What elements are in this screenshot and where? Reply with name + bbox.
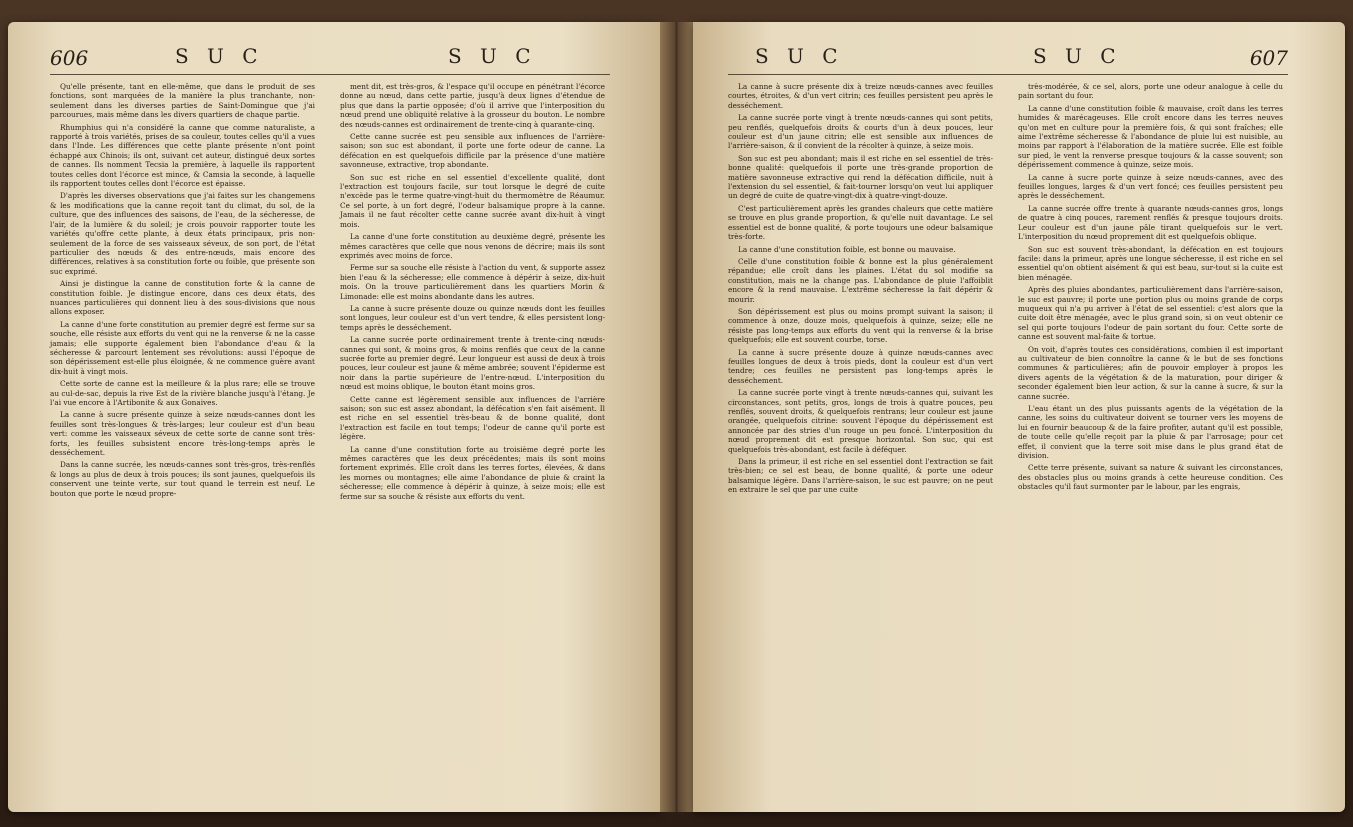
paragraph: D'après les diverses observations que j'ai faites sur les changemens & les modifications que la canne reçoit tant du climat, du sol, de la culture, que des influences des saisons, de l'eau, de la sécheresse, de l'air, de la lumière & du soleil; je crois pouvoir rapporter toute les variétés qu'offre cette plante, à deux états principaux, pris non-seulement de la force de ses vaisseaux séveux, de son port, de l'état particulier des nœuds & des entre-nœuds, mais encore des différences, relatives à sa constitution forte ou foible, que présente son suc exprimé.: [50, 191, 315, 276]
paragraph: La canne à sucre présente quinze à seize nœuds-cannes dont les feuilles sont très-longues & très-larges; leur couleur est d'un beau vert: comme les vaisseaux séveux de cette sorte de canne sont très-forts, les feuilles subsistent encore très-long-temps après le desséchement.: [50, 410, 315, 458]
header-title-left: S U C: [755, 44, 844, 68]
paragraph: Cette canne sucrée est peu sensible aux influences de l'arrière-saison; son suc est abondant, il porte une forte odeur de canne. La défécation en est quelquefois difficile par la présence d'une matière savonneuse, extractive, trop abondante.: [340, 132, 605, 170]
paragraph: La canne à sucre présente dix à treize nœuds-cannes avec feuilles courtes, étroites, & d'un vert citrin; ces feuilles persistent peu après le desséchement.: [728, 82, 993, 110]
text-column-1: [50, 82, 315, 501]
text-column-1: [728, 82, 993, 498]
paragraph: La canne sucrée porte vingt à trente nœuds-cannes qui sont petits, peu renflés, quelquefois droits & courts d'un à deux pouces, leur couleur est d'un jaune citrin; elle est sensible aux influences de l'arrière-saison, & il convient de la récolter à quinze, à seize mois.: [728, 113, 993, 151]
text-column-2: [1018, 82, 1283, 495]
paragraph: Dans la primeur, il est riche en sel essentiel dont l'extraction se fait très-bien; ce sel est beau, de bonne qualité, & porte une odeur balsamique légère. Dans l'arrière-saison, le suc est pauvre; on ne peut en extraire le sel que par une cuite: [728, 457, 993, 495]
text-column-2: [340, 82, 605, 504]
paragraph: La canne d'une constitution forte au troisième degré porte les mêmes caractères que les deux précédentes; mais ils sont moins fortement exprimés. Elle croît dans les terres fortes, élevées, & dans les mornes ou montagnes; elle aime l'abondance de pluie & craint la sécheresse; elle commence à dépérir à quinze, à seize mois; elle est ferme sur sa souche & résiste aux efforts du vent.: [340, 444, 605, 501]
text-columns: [50, 82, 610, 804]
paragraph: On voit, d'après toutes ces considérations, combien il est important au cultivateur de bien connoître la canne & le but de ses fonctions communes & particulières; afin de pouvoir employer à propos les divers agents de la végétation & de la maturation, pour diriger & seconder également bien leur action, & sur la canne à sucre, & sur la canne sucrée.: [1018, 344, 1283, 401]
paragraph: La canne d'une forte constitution au deuxième degré, présente les mêmes caractères que celle que nous venons de décrire; mais ils sont exprimés avec moins de force.: [340, 232, 605, 260]
paragraph: Cette terre présente, suivant sa nature & suivant les circonstances, des obstacles plus ou moins grands à cette heureuse condition. Ces obstacles qu'il faut surmonter par le labour, par les engrais,: [1018, 463, 1283, 492]
paragraph: Cette sorte de canne est la meilleure & la plus rare; elle se trouve au cul-de-sac, depuis la rive Est de la rivière blanche jusqu'à l'étang. Je l'ai vue encore à l'Artibonite & aux Gonaives.: [50, 379, 315, 407]
paragraph: La canne d'une forte constitution au premier degré est ferme sur sa souche, elle résiste aux efforts du vent qui ne la renverse & ne la casse jamais; elle supporte également bien l'abondance d'eau & la sécheresse & parcourt lentement ses révolutions: aussi l'époque de son dépérissement est-elle plus éloignée, & ne commence guère avant dix-huit à vingt mois.: [50, 319, 315, 376]
header-title-right: S U C: [1033, 44, 1122, 68]
book-gutter: [660, 22, 693, 812]
paragraph: Son suc est riche en sel essentiel d'excellente qualité, dont l'extraction est toujours facile, sur tout lorsque le degré de cuite n'excède pas le terme quatre-vingt-huit du thermomètre de Réaumur. Ce sel porte, à un fort degré, l'odeur balsamique propre à la canne. Jamais il ne faut récolter cette canne sucrée avant dix-huit à vingt mois.: [340, 172, 605, 229]
paragraph: Après des pluies abondantes, particulièrement dans l'arrière-saison, le suc est pauvre; il porte une portion plus ou moins grande de corps muqueux qui n'a pu arriver à l'état de sel essentiel: c'est alors que la cuite doit être ménagée, avec le plus grand soin, si on veut obtenir ce sel qui porte toujours l'odeur de pain sortant du four. Cette sorte de canne est souvent mal-faite & tortue.: [1018, 285, 1283, 342]
header-rule: [50, 74, 610, 75]
paragraph: Son dépérissement est plus ou moins prompt suivant la saison; il commence à onze, douze mois, quelquefois à quinze, seize; elle ne résiste pas long-temps aux efforts du vent qui la renverse & la brise quelquefois; elle est souvent courbe, torse.: [728, 306, 993, 345]
header-title-left: S U C: [175, 44, 264, 68]
page-number: 606: [50, 46, 89, 70]
running-header: [50, 44, 610, 78]
paragraph: ment dit, est très-gros, & l'espace qu'il occupe en pénétrant l'écorce donne au nœud, dans cette partie, jusqu'à deux lignes d'étendue de plus que dans la partie opposée; d'où il arrive que l'interposition du nœud prend une obliquité relative à la grosseur du bouton. Le nombre des nœuds-cannes est ordinairement de trente-cinq à quarante-cinq.: [340, 82, 605, 129]
paragraph: Qu'elle présente, tant en elle-même, que dans le produit de ses fonctions, sont marquées de la manière la plus tranchante, non-seulement dans les diverses parties de Saint-Domingue que j'ai parcourues, mais même dans les divers quartiers de chaque partie.: [50, 82, 315, 120]
paragraph: Son suc est souvent très-abondant, la défécation en est toujours facile: dans la primeur, après une longue sécheresse, il est riche en sel essentiel qu'on obtient aisément & qui est beau, sur-tout si la cuite est bien ménagée.: [1018, 244, 1283, 282]
text-columns: [728, 82, 1288, 804]
paragraph: La canne à sucre présente douze à quinze nœuds-cannes avec feuilles longues de deux à trois pieds, dont la couleur est d'un vert tendre; ces feuilles ne persistent pas long-temps après le desséchement.: [728, 347, 993, 385]
paragraph: La canne à sucre porte quinze à seize nœuds-cannes, avec des feuilles longues, larges & d'un vert foncé; ces feuilles persistent peu après le desséchement.: [1018, 172, 1283, 201]
paragraph: La canne d'une constitution foible, est bonne ou mauvaise.: [738, 244, 956, 254]
paragraph: La canne sucrée porte ordinairement trente à trente-cinq nœuds-cannes qui sont, & moins gros, & moins renflés que ceux de la canne sucrée forte au premier degré. Leur longueur est aussi de deux à trois pouces, leur couleur est jaune & même ambrée; souvent l'épiderme est noir dans la partie supérieure de l'entre-nœud. L'interposition du nœud est moins oblique, le bouton étant moins gros.: [340, 335, 605, 392]
paragraph: L'eau étant un des plus puissants agents de la végétation de la canne, les soins du cultivateur doivent se tourner vers les moyens de lui en fournir beaucoup & de la faire profiter, autant qu'il est possible, de toute celle qu'elle reçoit par la pluie & par l'arrosage; pour cet effet, il convient que la terre soit mise dans le plus grand état de division.: [1018, 404, 1283, 461]
paragraph: La canne d'une constitution foible & mauvaise, croît dans les terres humides & marécageuses. Elle croît encore dans les terres neuves qu'on met en culture pour la première fois, & qui sont fraîches; elle aime l'extrême sécheresse & l'abondance de pluie lui est nuisible, au moins par rapport à l'élaboration de la matière sucrée. Elle est foible sur pied, le vent la renverse presque toujours & la casse souvent; son dépérissement commence à quinze, seize mois.: [1018, 103, 1283, 170]
paragraph: Rhumphius qui n'a considéré la canne que comme naturaliste, a rapporté à trois variétés, prises de sa couleur, toutes celles qu'il a vues dans l'Inde. Les différences que cette plante présente n'ont point échappé aux Chinois; ils ont, suivant cet auteur, distingué deux sortes de cannes. Ils nomment Tecsia la première, à laquelle ils rapportent toutes celles dont l'écorce est mince, & Camsia la seconde, à laquelle ils rapportent toutes celles dont l'écorce est épaisse.: [50, 122, 315, 189]
header-title-right: S U C: [448, 44, 537, 68]
left-page: [50, 44, 610, 804]
paragraph: Cette canne est légèrement sensible aux influences de l'arrière saison; son suc est assez abondant, la défécation s'en fait aisément. Il est riche en sel essentiel très-beau & de bonne qualité, dont l'extraction est facile en tout temps; l'odeur de canne qu'il porte est légère.: [340, 394, 605, 442]
paragraph: Ferme sur sa souche elle résiste à l'action du vent, & supporte assez bien l'eau & la sécheresse; elle commence à dépérir à seize, dix-huit mois. On la trouve particulièrement dans les quartiers Morin & Limonade: elle est moins abondante dans les autres.: [340, 263, 605, 301]
paragraph: Ainsi je distingue la canne de constitution forte & la canne de constitution foible. Je distingue encore, dans ces deux états, des nuances particulières qui donnent lieu à des sous-divisions que nous allons exposer.: [50, 279, 315, 317]
paragraph: très-modérée, & ce sel, alors, porte une odeur analogue à celle du pain sortant du four.: [1018, 82, 1283, 101]
right-page: [728, 44, 1288, 804]
paragraph: Son suc est peu abondant; mais il est riche en sel essentiel de très-bonne qualité: quelquefois il porte une très-grande proportion de matière savonneuse extractive qui rend la défécation difficile, nuit à l'extension du sel essentiel, & fait-tourner lorsqu'on veut lui appliquer un degré de cuite de quatre-vingt-dix à quatre-vingt-douze.: [728, 153, 993, 201]
paragraph: C'est particulièrement après les grandes chaleurs que cette matière se trouve en plus grande proportion, & qu'elle nuit davantage. Le sel essentiel est de bonne qualité, & porte toujours une odeur balsamique très-forte.: [728, 203, 993, 242]
paragraph: La canne à sucre présente douze ou quinze nœuds dont les feuilles sont longues, leur couleur est d'un vert tendre, & elles persistent long-temps après le desséchement.: [340, 303, 605, 332]
paragraph: Dans la canne sucrée, les nœuds-cannes sont très-gros, très-renflés & longs au plus de deux à trois pouces; ils sont jaunes, quelquefois ils conservent une teinte verte, sur tout quand le terrein est neuf. Le bouton que porte le nœud propre-: [50, 460, 315, 498]
running-header: [728, 44, 1288, 78]
page-number: 607: [1249, 46, 1288, 70]
header-rule: [728, 74, 1288, 75]
paragraph: Celle d'une constitution foible & bonne est la plus généralement répandue; elle croît dans les plaines. L'état du sol modifie sa constitution, mais ne la change pas. L'abondance de pluie l'affoiblit encore & la rend mauvaise. L'extrême sécheresse la fait dépérir & mourir.: [728, 256, 993, 304]
paragraph: La canne sucrée porte vingt à trente nœuds-cannes qui, suivant les circonstances, sont petits, gros, longs de trois à quatre pouces, peu renflés, souvent droits, & quelquefois rentrans; leur couleur est jaune orangée, quelquefois citrine: souvent l'époque du dépérissement est annoncée par des stries d'un rouge un peu foncé. L'interposition du nœud proprement dit est presque horizontal. Son suc, qui est quelquefois très-abondant, est facile à déféquer.: [728, 388, 993, 454]
paragraph: La canne sucrée offre trente à quarante nœuds-cannes gros, longs de quatre à cinq pouces, rarement renflés & presque toujours droits. Leur couleur est d'un jaune pâle tirant quelquefois sur le vert. L'interposition du nœud proprement dit est quelquefois oblique.: [1018, 203, 1283, 242]
